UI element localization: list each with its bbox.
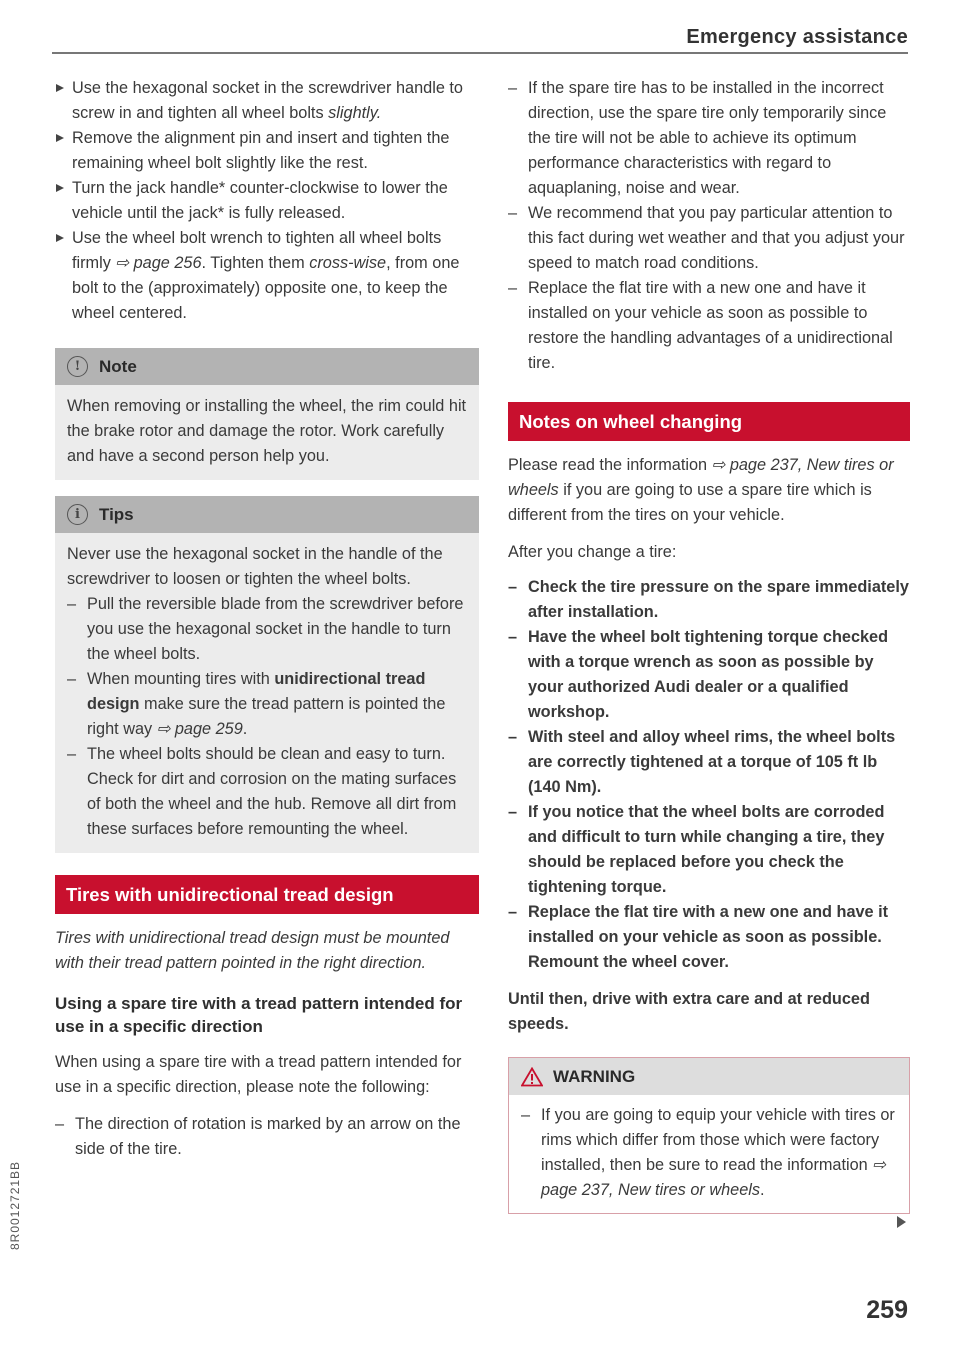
running-header: Emergency assistance <box>686 26 908 48</box>
document-code: 8R0012721BB <box>8 1160 22 1250</box>
page-reference-link[interactable]: ⇨ page 237, New tires or wheels <box>541 1156 886 1199</box>
warning-box <box>508 1057 910 1214</box>
arrow-bullet-icon <box>56 184 64 192</box>
list-item: – Have the wheel bolt tightening torque checked with a torque wrench as soon as possible by your authorized Audi dealer or a qualified workshop. <box>508 628 889 721</box>
tips-intro: Never use the hexagonal socket in the handle of the screwdriver to loosen or tighten the wheel bolts. <box>67 545 443 588</box>
paragraph: Until then, drive with extra care and at reduced speeds. <box>508 990 870 1033</box>
section-intro: Tires with unidirectional tread design must be mounted with their tread pattern pointed in the right direction. <box>55 929 450 972</box>
arrow-bullet-icon <box>56 84 64 92</box>
paragraph: Please read the information ⇨ page 237, New tires or wheels if you are going to use a spare tire which is different from the tires on your vehicle. <box>508 456 894 524</box>
list-item: – We recommend that you pay particular attention to this fact during wet weather and that you adjust your speed to match road conditions. <box>508 204 905 272</box>
bold-list <box>508 575 910 975</box>
warning-body <box>509 1095 909 1213</box>
step-item: Remove the alignment pin and insert and tighten the remaining wheel bolt slightly like the rest. <box>55 126 479 176</box>
note-header <box>55 348 479 385</box>
list-item: – The wheel bolts should be clean and easy to turn. Check for dirt and corrosion on the mating surfaces of both the wheel and the hub. Remove all dirt from these surfaces before remounting the wheel. <box>67 745 457 838</box>
list-item: – If the spare tire has to be installed in the incorrect direction, use the spare tire only temporarily since the tire will not be able to achieve its optimum performance characteristics with regard to aquaplaning, noise and wear. <box>508 79 887 197</box>
arrow-bullet-icon <box>56 134 64 142</box>
list-item: – The direction of rotation is marked by an arrow on the side of the tire. <box>55 1115 461 1158</box>
right-column <box>508 76 910 1214</box>
arrow-bullet-icon <box>56 234 64 242</box>
step-item: Use the hexagonal socket in the screwdriver handle to screw in and tighten all wheel bolts slightly. <box>55 76 479 126</box>
step-item: Use the wheel bolt wrench to tighten all wheel bolts firmly ⇨ page 256. Tighten them cross-wise, from one bolt to the (approximately) opposite one, to keep the wheel centered. <box>55 226 479 326</box>
page-reference-link[interactable]: ⇨ page 237, New tires or wheels <box>508 456 894 499</box>
list-item: – If you are going to equip your vehicle with tires or rims which differ from those which were factory installed, then be sure to read the information ⇨ page 237, New tires or wheels. <box>521 1106 895 1199</box>
tips-header <box>55 496 479 533</box>
list-item: – With steel and alloy wheel rims, the wheel bolts are correctly tightened at a torque of 105 ft lb (140 Nm). <box>508 728 896 796</box>
note-body: When removing or installing the wheel, the rim could hit the brake rotor and damage the rotor. Work carefully and have a second person help you. <box>67 397 467 465</box>
list-item: – Replace the flat tire with a new one and have it installed on your vehicle as soon as possible. Remount the wheel cover. <box>508 903 889 971</box>
list-item: – If you notice that the wheel bolts are corroded and difficult to turn while changing a tire, they should be replaced before you check the tightening torque. <box>508 803 885 896</box>
step-item: Turn the jack handle* counter-clockwise to lower the vehicle until the jack* is fully released. <box>55 176 479 226</box>
subheading: Using a spare tire with a tread pattern intended for use in a specific direction <box>55 994 463 1036</box>
warning-title: WARNING <box>553 1067 636 1086</box>
left-column <box>55 76 479 1162</box>
warning-triangle-icon <box>521 1067 543 1087</box>
tips-box <box>55 496 479 853</box>
section-heading: Notes on wheel changing <box>508 402 910 441</box>
paragraph: When using a spare tire with a tread pattern intended for use in a specific direction, please note the following: <box>55 1053 462 1096</box>
list-item: – Pull the reversible blade from the screwdriver before you use the hexagonal socket in the handle to turn the wheel bolts. <box>67 595 464 663</box>
list-item: – When mounting tires with unidirectional tread design make sure the tread pattern is pointed the right way ⇨ page 259. <box>67 670 446 738</box>
info-icon: i <box>67 504 88 525</box>
continue-arrow-icon <box>897 1216 906 1228</box>
section-heading: Tires with unidirectional tread design <box>55 875 479 914</box>
warning-header <box>509 1058 909 1095</box>
exclamation-icon: ! <box>67 356 88 377</box>
page-reference-link[interactable]: ⇨ page 256 <box>115 254 202 272</box>
note-title: Note <box>99 357 137 376</box>
list-item: – Replace the flat tire with a new one and have it installed on your vehicle as soon as possible to restore the handling advantages of a unidirectional tire. <box>508 279 893 372</box>
list-item: – Check the tire pressure on the spare immediately after installation. <box>508 578 909 621</box>
page-number: 259 <box>866 1296 908 1324</box>
paragraph: After you change a tire: <box>508 543 677 561</box>
note-box <box>55 348 479 480</box>
tips-body <box>55 533 479 853</box>
header-rule <box>52 52 908 54</box>
tips-title: Tips <box>99 505 134 524</box>
page-reference-link[interactable]: ⇨ page 259 <box>156 720 243 738</box>
